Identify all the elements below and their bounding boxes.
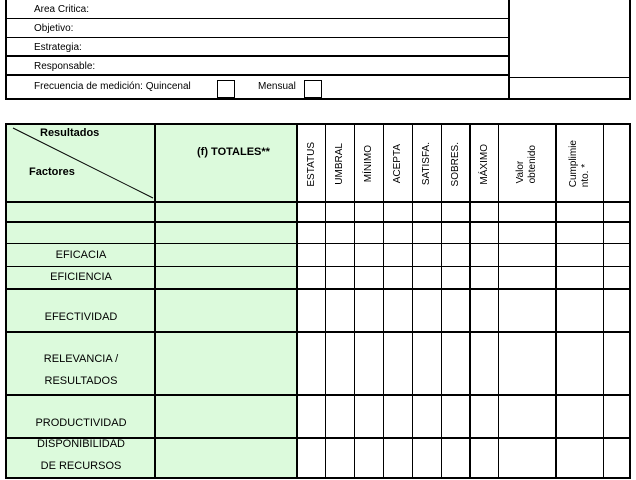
mensual-label: Mensual (258, 81, 296, 92)
col-header-valor-obtenido: Valor obtenido (515, 144, 538, 184)
totales-header: (f) TOTALES** (197, 146, 270, 158)
header-divider (508, 0, 510, 98)
header-side-divider (510, 77, 629, 78)
mensual-checkbox[interactable] (304, 80, 322, 98)
quincenal-checkbox[interactable] (217, 80, 235, 98)
col-header-sobres: SOBRES. (449, 141, 461, 187)
frecuencia-label: Frecuencia de medición: Quincenal (34, 81, 191, 92)
responsable-field[interactable] (7, 57, 508, 76)
factor-eficiencia: EFICIENCIA (50, 271, 112, 283)
estrategia-label: Estrategia: (34, 42, 82, 53)
totales-column-fill (156, 125, 297, 477)
factors-table (5, 123, 631, 479)
area-critica-label: Area Critica: (34, 4, 90, 15)
frecuencia-row (7, 77, 508, 98)
header-bottom-line (7, 201, 629, 203)
factor-disponibilidad-line1: DISPONIBILIDAD (36, 438, 126, 450)
objetivo-label: Objetivo: (34, 23, 74, 34)
factor-efectividad: EFECTIVIDAD (44, 311, 118, 323)
row-line (7, 394, 629, 396)
col-header-umbral: UMBRAL (334, 143, 345, 185)
responsable-label: Responsable: (34, 61, 96, 72)
header-form (5, 0, 631, 100)
objetivo-field[interactable] (7, 19, 508, 38)
factor-productividad: PRODUCTIVIDAD (35, 417, 127, 429)
col-line (603, 125, 604, 477)
row-line (7, 331, 629, 333)
col-header-minimo: MÍNIMO (363, 145, 374, 183)
area-critica-field[interactable] (7, 0, 508, 19)
factor-relevancia-line1: RELEVANCIA / (43, 353, 119, 365)
factores-label: Factores (29, 166, 75, 178)
col-header-cumplimiento: Cumplimie nto. * (568, 140, 591, 188)
factor-relevancia-line2: RESULTADOS (44, 375, 118, 387)
resultados-label: Resultados (40, 127, 100, 139)
row-line (7, 288, 629, 290)
col-header-acepta: ACEPTA (392, 144, 403, 184)
estrategia-field[interactable] (7, 38, 508, 57)
row-line (7, 221, 629, 223)
factor-eficacia: EFICACIA (55, 249, 107, 261)
col-header-estatus: ESTATUS (305, 141, 317, 187)
col-header-satisfa: SATISFA. (421, 142, 432, 186)
factor-disponibilidad-line2: DE RECURSOS (40, 460, 122, 472)
col-header-maximo: MÁXIMO (478, 143, 490, 185)
